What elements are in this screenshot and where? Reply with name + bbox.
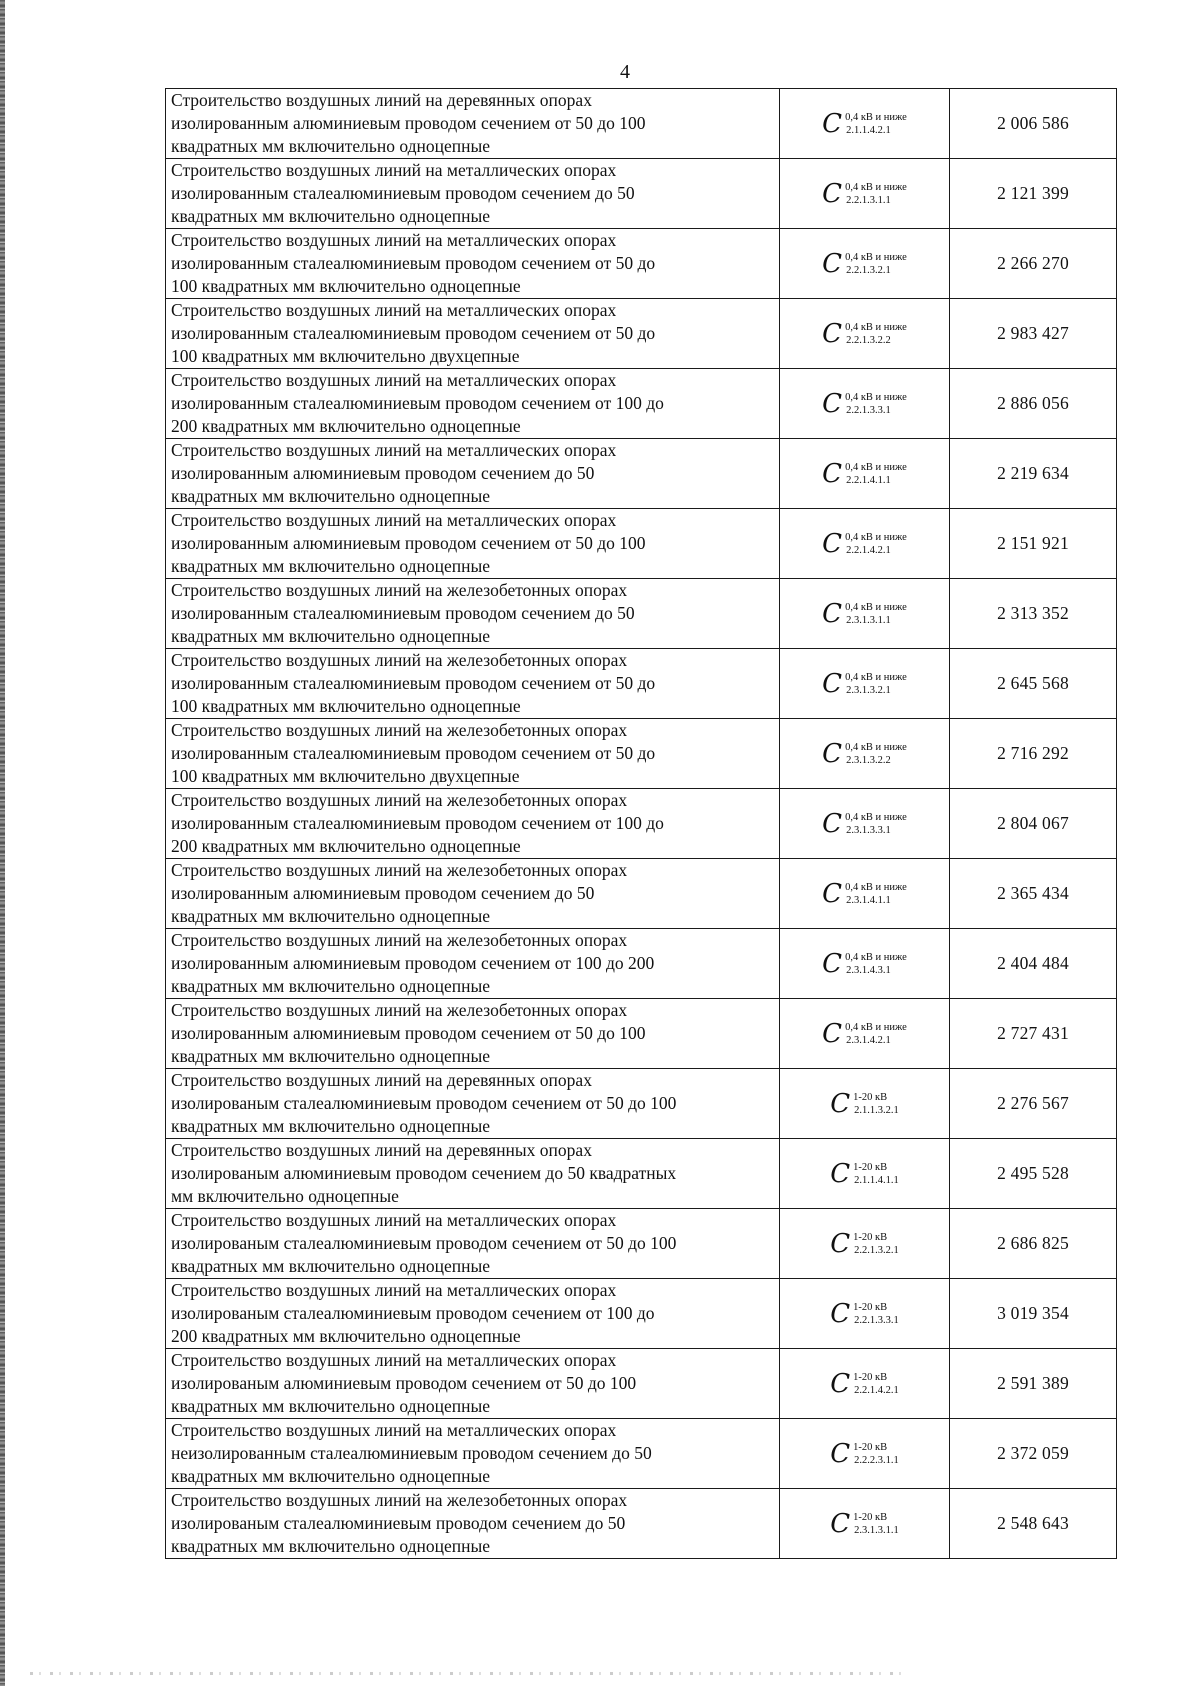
table-row: [166, 369, 1117, 439]
description-line: изолированым сталеалюминиевым проводом сечением до 50: [171, 1513, 626, 1533]
description-line: изолированым сталеалюминиевым проводом сечением от 100 до: [171, 1303, 655, 1323]
code-sub-super: [845, 531, 907, 557]
code-sub-super: [845, 811, 907, 837]
description-line: изолированным сталеалюминиевым проводом сечением от 100 до: [171, 813, 664, 833]
table-row: [166, 999, 1117, 1069]
code-formula: [822, 458, 907, 489]
description-line: Строительство воздушных линий на железобетонных опорах: [171, 720, 628, 740]
description-line: Строительство воздушных линий на металлических опорах: [171, 1280, 617, 1300]
code-letter: C: [830, 1298, 851, 1329]
description-line: Строительство воздушных линий на металлических опорах: [171, 370, 617, 390]
code-voltage: 1-20 кВ: [853, 1441, 888, 1453]
code-voltage: 0,4 кВ и ниже: [845, 671, 907, 683]
code-sub-super: [845, 111, 907, 137]
description-line: Строительство воздушных линий на железобетонных опорах: [171, 580, 628, 600]
tariff-code: [780, 159, 950, 229]
table-row: [166, 1069, 1117, 1139]
code-letter: C: [822, 598, 843, 629]
code-sub-super: [853, 1511, 899, 1537]
code-sub-super: [853, 1301, 899, 1327]
description-line: квадратных мм включительно одноцепные: [171, 1396, 491, 1416]
code-voltage: 0,4 кВ и ниже: [845, 181, 907, 193]
tariff-code: [780, 579, 950, 649]
description-line: изолированым алюминиевым проводом сечением от 50 до 100: [171, 1373, 637, 1393]
tariff-code: [780, 649, 950, 719]
row-description: [166, 159, 780, 229]
code-formula: [822, 948, 907, 979]
scan-noise: [30, 1672, 910, 1675]
description-line: изолированным алюминиевым проводом сечением от 50 до 100: [171, 113, 646, 133]
code-voltage: 0,4 кВ и ниже: [845, 601, 907, 613]
row-description: [166, 999, 780, 1069]
code-letter: C: [830, 1228, 851, 1259]
tariff-table: [165, 88, 1117, 1559]
code-index: 2.3.1.4.1.1: [846, 894, 891, 906]
description-line: квадратных мм включительно одноцепные: [171, 1256, 491, 1276]
code-formula: [822, 808, 907, 839]
code-index: 2.2.1.4.2.1: [846, 544, 891, 556]
code-letter: C: [822, 878, 843, 909]
row-description: [166, 1279, 780, 1349]
code-index: 2.2.1.3.1.1: [846, 194, 891, 206]
description-line: изолированным сталеалюминиевым проводом сечением от 50 до: [171, 323, 656, 343]
row-description: [166, 369, 780, 439]
tariff-value: 2 365 434: [950, 859, 1117, 929]
row-description: [166, 929, 780, 999]
tariff-value: 2 266 270: [950, 229, 1117, 299]
code-index: 2.2.1.3.2.2: [846, 334, 891, 346]
code-sub-super: [853, 1161, 899, 1187]
tariff-code: [780, 789, 950, 859]
description-line: Строительство воздушных линий на металлических опорах: [171, 1350, 617, 1370]
code-formula: [822, 178, 907, 209]
code-letter: C: [822, 808, 843, 839]
description-line: Строительство воздушных линий на деревянных опорах: [171, 1070, 592, 1090]
code-sub-super: [845, 601, 907, 627]
description-line: квадратных мм включительно одноцепные: [171, 626, 491, 646]
description-line: изолированным сталеалюминиевым проводом сечением до 50: [171, 183, 635, 203]
code-formula: [830, 1508, 899, 1539]
code-voltage: 1-20 кВ: [853, 1091, 888, 1103]
description-line: изолированным сталеалюминиевым проводом сечением от 50 до: [171, 743, 656, 763]
code-sub-super: [853, 1441, 899, 1467]
code-formula: [822, 388, 907, 419]
description-line: изолированным алюминиевым проводом сечением от 50 до 100: [171, 1023, 646, 1043]
description-line: 200 квадратных мм включительно одноцепные: [171, 1326, 521, 1346]
table-row: [166, 1279, 1117, 1349]
code-voltage: 1-20 кВ: [853, 1301, 888, 1313]
table-row: [166, 719, 1117, 789]
code-voltage: 0,4 кВ и ниже: [845, 1021, 907, 1033]
tariff-value: 2 404 484: [950, 929, 1117, 999]
code-index: 2.2.1.3.2.1: [846, 264, 891, 276]
description-line: Строительство воздушных линий на металлических опорах: [171, 1420, 617, 1440]
code-voltage: 0,4 кВ и ниже: [845, 741, 907, 753]
description-line: Строительство воздушных линий на железобетонных опорах: [171, 930, 628, 950]
code-sub-super: [845, 671, 907, 697]
code-voltage: 0,4 кВ и ниже: [845, 251, 907, 263]
description-line: мм включительно одноцепные: [171, 1186, 399, 1206]
code-index: 2.2.1.4.1.1: [846, 474, 891, 486]
code-sub-super: [845, 251, 907, 277]
tariff-code: [780, 719, 950, 789]
description-line: Строительство воздушных линий на металлических опорах: [171, 300, 617, 320]
row-description: [166, 1419, 780, 1489]
row-description: [166, 509, 780, 579]
description-line: изолированным алюминиевым проводом сечением до 50: [171, 463, 595, 483]
code-voltage: 1-20 кВ: [853, 1231, 888, 1243]
description-line: квадратных мм включительно одноцепные: [171, 206, 491, 226]
description-line: квадратных мм включительно одноцепные: [171, 1536, 491, 1556]
code-voltage: 0,4 кВ и ниже: [845, 881, 907, 893]
code-index: 2.3.1.4.2.1: [846, 1034, 891, 1046]
tariff-value: 2 219 634: [950, 439, 1117, 509]
tariff-value: 2 006 586: [950, 89, 1117, 159]
tariff-value: 2 372 059: [950, 1419, 1117, 1489]
code-voltage: 0,4 кВ и ниже: [845, 461, 907, 473]
code-letter: C: [822, 738, 843, 769]
code-index: 2.2.1.3.3.1: [854, 1314, 899, 1326]
row-description: [166, 1069, 780, 1139]
code-voltage: 1-20 кВ: [853, 1161, 888, 1173]
scan-edge: [0, 0, 5, 1686]
code-formula: [822, 668, 907, 699]
row-description: [166, 1349, 780, 1419]
description-line: изолированным алюминиевым проводом сечением до 50: [171, 883, 595, 903]
tariff-code: [780, 859, 950, 929]
row-description: [166, 579, 780, 649]
tariff-code: [780, 1349, 950, 1419]
description-line: 100 квадратных мм включительно двухцепные: [171, 346, 520, 366]
description-line: 100 квадратных мм включительно одноцепные: [171, 276, 521, 296]
tariff-code: [780, 369, 950, 439]
description-line: 200 квадратных мм включительно одноцепные: [171, 416, 521, 436]
tariff-code: [780, 1419, 950, 1489]
tariff-value: 2 645 568: [950, 649, 1117, 719]
tariff-value: 2 804 067: [950, 789, 1117, 859]
code-letter: C: [822, 178, 843, 209]
code-index: 2.3.1.4.3.1: [846, 964, 891, 976]
tariff-code: [780, 509, 950, 579]
description-line: изолированым сталеалюминиевым проводом сечением от 50 до 100: [171, 1093, 677, 1113]
code-index: 2.3.1.3.1.1: [846, 614, 891, 626]
code-voltage: 1-20 кВ: [853, 1371, 888, 1383]
code-letter: C: [830, 1438, 851, 1469]
code-letter: C: [830, 1368, 851, 1399]
code-formula: [822, 318, 907, 349]
tariff-code: [780, 1279, 950, 1349]
code-formula: [822, 738, 907, 769]
tariff-code: [780, 1069, 950, 1139]
description-line: Строительство воздушных линий на металлических опорах: [171, 160, 617, 180]
description-line: изолированным сталеалюминиевым проводом сечением от 50 до: [171, 253, 656, 273]
description-line: изолированным сталеалюминиевым проводом сечением до 50: [171, 603, 635, 623]
description-line: изолированным сталеалюминиевым проводом сечением от 50 до: [171, 673, 656, 693]
tariff-code: [780, 89, 950, 159]
code-sub-super: [845, 881, 907, 907]
table-row: [166, 89, 1117, 159]
row-description: [166, 789, 780, 859]
code-sub-super: [845, 741, 907, 767]
row-description: [166, 229, 780, 299]
description-line: Строительство воздушных линий на металлических опорах: [171, 440, 617, 460]
description-line: квадратных мм включительно одноцепные: [171, 556, 491, 576]
table-row: [166, 509, 1117, 579]
tariff-value: 2 495 528: [950, 1139, 1117, 1209]
description-line: 200 квадратных мм включительно одноцепные: [171, 836, 521, 856]
code-formula: [830, 1298, 899, 1329]
description-line: квадратных мм включительно одноцепные: [171, 1046, 491, 1066]
code-formula: [822, 528, 907, 559]
description-line: Строительство воздушных линий на железобетонных опорах: [171, 1490, 628, 1510]
code-formula: [830, 1368, 899, 1399]
code-formula: [822, 248, 907, 279]
description-line: квадратных мм включительно одноцепные: [171, 906, 491, 926]
tariff-code: [780, 1209, 950, 1279]
code-index: 2.1.1.4.1.1: [854, 1174, 899, 1186]
code-letter: C: [830, 1508, 851, 1539]
description-line: изолированным алюминиевым проводом сечением от 100 до 200: [171, 953, 655, 973]
description-line: Строительство воздушных линий на металлических опорах: [171, 1210, 617, 1230]
code-index: 2.2.1.3.3.1: [846, 404, 891, 416]
tariff-value: 2 686 825: [950, 1209, 1117, 1279]
tariff-code: [780, 1139, 950, 1209]
code-sub-super: [845, 391, 907, 417]
table-row: [166, 579, 1117, 649]
code-formula: [830, 1088, 899, 1119]
page-number: 4: [620, 61, 630, 83]
table-row: [166, 1489, 1117, 1559]
tariff-value: 2 313 352: [950, 579, 1117, 649]
code-formula: [822, 598, 907, 629]
description-line: 100 квадратных мм включительно двухцепные: [171, 766, 520, 786]
code-letter: C: [822, 318, 843, 349]
tariff-value: 2 548 643: [950, 1489, 1117, 1559]
code-index: 2.3.1.3.2.1: [846, 684, 891, 696]
code-sub-super: [853, 1231, 899, 1257]
code-sub-super: [845, 1021, 907, 1047]
code-letter: C: [830, 1158, 851, 1189]
code-index: 2.3.1.3.3.1: [846, 824, 891, 836]
tariff-value: 2 716 292: [950, 719, 1117, 789]
row-description: [166, 719, 780, 789]
code-formula: [822, 1018, 907, 1049]
code-sub-super: [845, 461, 907, 487]
description-line: Строительство воздушных линий на металлических опорах: [171, 230, 617, 250]
code-index: 2.2.1.4.2.1: [854, 1384, 899, 1396]
code-voltage: 0,4 кВ и ниже: [845, 111, 907, 123]
code-sub-super: [845, 951, 907, 977]
table-row: [166, 439, 1117, 509]
code-voltage: 0,4 кВ и ниже: [845, 951, 907, 963]
tariff-table-body: [166, 89, 1117, 1559]
row-description: [166, 89, 780, 159]
code-index: 2.1.1.3.2.1: [854, 1104, 899, 1116]
table-row: [166, 649, 1117, 719]
table-row: [166, 229, 1117, 299]
tariff-code: [780, 229, 950, 299]
code-voltage: 0,4 кВ и ниже: [845, 531, 907, 543]
code-letter: C: [822, 248, 843, 279]
tariff-value: 2 591 389: [950, 1349, 1117, 1419]
code-formula: [830, 1158, 899, 1189]
table-row: [166, 1209, 1117, 1279]
code-letter: C: [830, 1088, 851, 1119]
table-row: [166, 929, 1117, 999]
code-letter: C: [822, 1018, 843, 1049]
code-sub-super: [853, 1091, 899, 1117]
row-description: [166, 1209, 780, 1279]
table-row: [166, 789, 1117, 859]
description-line: изолированным алюминиевым проводом сечением от 50 до 100: [171, 533, 646, 553]
tariff-value: 2 151 921: [950, 509, 1117, 579]
code-index: 2.2.1.3.2.1: [854, 1244, 899, 1256]
tariff-value: 3 019 354: [950, 1279, 1117, 1349]
row-description: [166, 299, 780, 369]
description-line: Строительство воздушных линий на железобетонных опорах: [171, 650, 628, 670]
description-line: изолированным сталеалюминиевым проводом сечением от 100 до: [171, 393, 664, 413]
description-line: изолированым сталеалюминиевым проводом сечением от 50 до 100: [171, 1233, 677, 1253]
code-index: 2.3.1.3.1.1: [854, 1524, 899, 1536]
table-row: [166, 1139, 1117, 1209]
tariff-code: [780, 929, 950, 999]
tariff-value: 2 276 567: [950, 1069, 1117, 1139]
table-row: [166, 1419, 1117, 1489]
code-voltage: 0,4 кВ и ниже: [845, 811, 907, 823]
code-letter: C: [822, 948, 843, 979]
description-line: Строительство воздушных линий на металлических опорах: [171, 510, 617, 530]
description-line: квадратных мм включительно одноцепные: [171, 1466, 491, 1486]
description-line: Строительство воздушных линий на деревянных опорах: [171, 1140, 592, 1160]
code-sub-super: [845, 181, 907, 207]
code-sub-super: [853, 1371, 899, 1397]
description-line: квадратных мм включительно одноцепные: [171, 976, 491, 996]
row-description: [166, 859, 780, 929]
table-row: [166, 859, 1117, 929]
tariff-value: 2 983 427: [950, 299, 1117, 369]
code-sub-super: [845, 321, 907, 347]
tariff-value: 2 121 399: [950, 159, 1117, 229]
code-formula: [830, 1228, 899, 1259]
description-line: Строительство воздушных линий на деревянных опорах: [171, 90, 592, 110]
code-voltage: 1-20 кВ: [853, 1511, 888, 1523]
tariff-code: [780, 299, 950, 369]
tariff-code: [780, 999, 950, 1069]
table-row: [166, 299, 1117, 369]
code-formula: [830, 1438, 899, 1469]
code-voltage: 0,4 кВ и ниже: [845, 321, 907, 333]
description-line: квадратных мм включительно одноцепные: [171, 136, 491, 156]
row-description: [166, 439, 780, 509]
tariff-code: [780, 439, 950, 509]
code-letter: C: [822, 528, 843, 559]
description-line: квадратных мм включительно одноцепные: [171, 486, 491, 506]
tariff-code: [780, 1489, 950, 1559]
row-description: [166, 1489, 780, 1559]
description-line: Строительство воздушных линий на железобетонных опорах: [171, 790, 628, 810]
table-row: [166, 1349, 1117, 1419]
code-letter: C: [822, 388, 843, 419]
code-formula: [822, 108, 907, 139]
description-line: Строительство воздушных линий на железобетонных опорах: [171, 1000, 628, 1020]
code-index: 2.3.1.3.2.2: [846, 754, 891, 766]
row-description: [166, 1139, 780, 1209]
tariff-value: 2 886 056: [950, 369, 1117, 439]
description-line: Строительство воздушных линий на железобетонных опорах: [171, 860, 628, 880]
row-description: [166, 649, 780, 719]
code-letter: C: [822, 668, 843, 699]
description-line: изолированым алюминиевым проводом сечением до 50 квадратных: [171, 1163, 677, 1183]
code-index: 2.1.1.4.2.1: [846, 124, 891, 136]
code-letter: C: [822, 108, 843, 139]
description-line: неизолированным сталеалюминиевым проводом сечением до 50: [171, 1443, 652, 1463]
table-row: [166, 159, 1117, 229]
code-letter: C: [822, 458, 843, 489]
code-index: 2.2.2.3.1.1: [854, 1454, 899, 1466]
description-line: квадратных мм включительно одноцепные: [171, 1116, 491, 1136]
description-line: 100 квадратных мм включительно одноцепные: [171, 696, 521, 716]
tariff-value: 2 727 431: [950, 999, 1117, 1069]
code-formula: [822, 878, 907, 909]
code-voltage: 0,4 кВ и ниже: [845, 391, 907, 403]
